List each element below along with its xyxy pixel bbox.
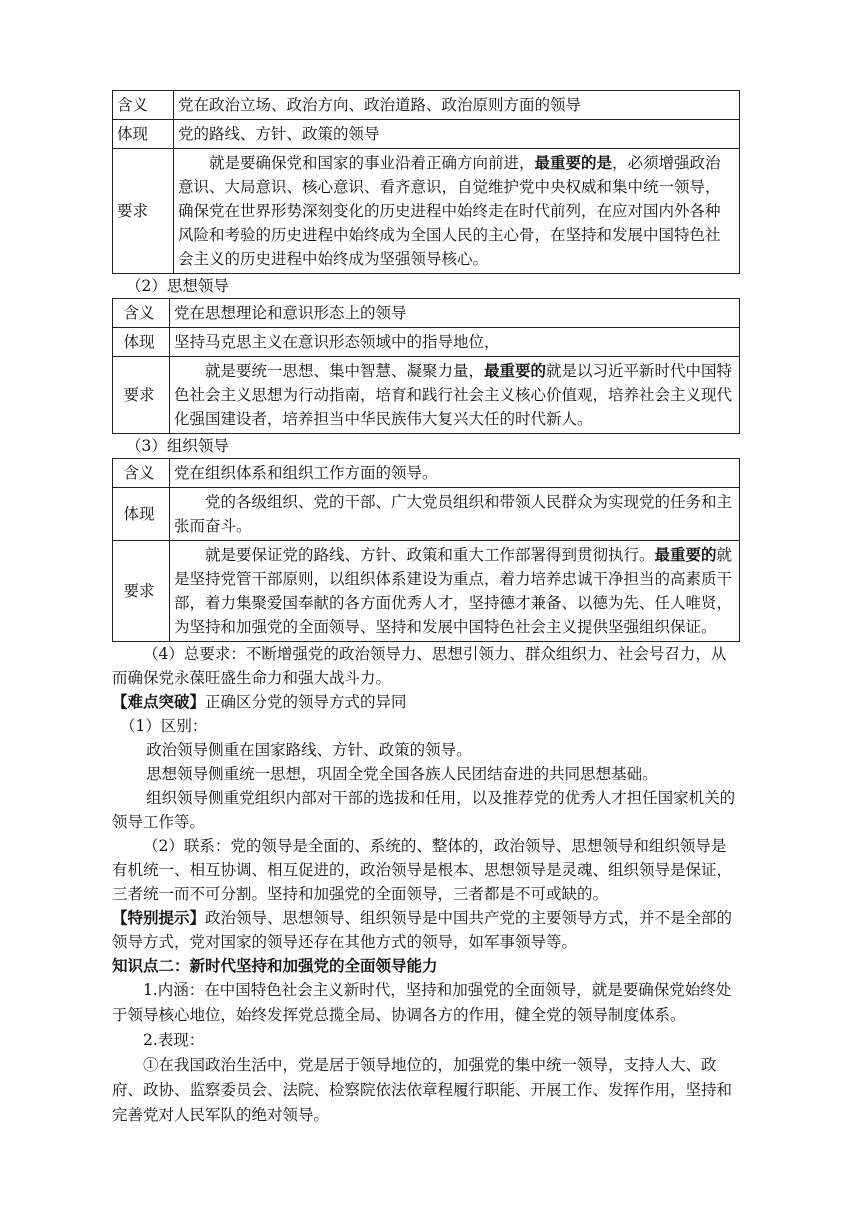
special-note: [112, 906, 740, 954]
row-text: 党的各级组织、党的干部、广大党员组织和带领人民群众为实现党的任务和主张而奋斗。: [170, 488, 740, 541]
row-label: 含义: [113, 459, 170, 488]
row-text: 党在思想理论和意识形态上的领导: [170, 299, 740, 328]
manifestation-paragraph: ①在我国政治生活中，党是居于领导地位的，加强党的集中统一领导，支持人大、政府、政协、监察委员会、法院、检察院依法依章程履行职能、开展工作、发挥作用，坚持和完善党对人民军队的绝对领导。: [112, 1056, 733, 1124]
row-label: 要求: [113, 149, 174, 274]
table-row: [113, 541, 740, 642]
bold-text: 最重要的: [654, 545, 717, 564]
row-label: 体现: [113, 120, 174, 149]
organizational-leadership-table: [112, 458, 740, 642]
note-heading: 【难点突破】: [112, 692, 206, 711]
row-text: 党在政治立场、政治方向、政治道路、政治原则方面的领导: [174, 91, 740, 120]
connection-paragraph: （2）联系：党的领导是全面的、系统的、整体的，政治领导、思想领导和组织领导是有机统一、相互协调、相互促进的，政治领导是根本、思想领导是灵魂、组织领导是保证，三者统一而不可分割。坚持和加强党的全面领导，三者都是不可或缺的。: [112, 837, 733, 903]
difficulty-note: [112, 690, 740, 714]
document-page: [112, 90, 740, 1128]
table-row: [113, 299, 740, 328]
knowledge-point-title: [112, 954, 740, 978]
row-label: 含义: [113, 91, 174, 120]
ideological-leadership-table: [112, 298, 740, 434]
row-label: 要求: [113, 357, 170, 434]
difference-line: 政治领导侧重在国家路线、方针、政策的领导。: [146, 741, 472, 759]
text-span: 就是以习近平新时代中国特色社会主义思想为行动指南，培育和践行社会主义核心价值观，培养社会主义现代化强国建设者，培养担当中华民族伟大复兴大任的时代新人。: [174, 362, 733, 428]
row-label: 要求: [113, 541, 170, 642]
row-text: 党在组织体系和组织工作方面的领导。: [170, 459, 740, 488]
text-span: 就是坚持党管干部原则，以组织体系建设为重点，着力培养忠诚干净担当的高素质干部，着力集聚爱国奉献的各方面优秀人才，坚持德才兼备、以德为先、任人唯贤，为坚持和加强党的全面领导、坚持和发展中国特色社会主义提供坚强组织保证。: [174, 546, 733, 636]
text-span: 就是要统一思想、集中智慧、凝聚力量，: [205, 362, 485, 380]
table-row: [113, 357, 740, 434]
row-label: 体现: [113, 328, 170, 357]
table-row: [113, 328, 740, 357]
connotation-paragraph: 1.内涵：在中国特色社会主义新时代，坚持和加强党的全面领导，就是要确保党始终处于领导核心地位，始终发挥党总揽全局、协调各方的作用，健全党的领导制度体系。: [112, 981, 732, 1024]
table-row: [113, 149, 740, 274]
difference-line: 组织领导侧重党组织内部对干部的选拔和任用，以及推荐党的优秀人才担任国家机关的领导工作等。: [112, 789, 736, 831]
note-text: 正确区分党的领导方式的异同: [205, 693, 407, 711]
difference-heading: （1）区别：: [120, 717, 208, 735]
text-span: 就是要保证党的路线、方针、政策和重大工作部署得到贯彻执行。: [205, 546, 655, 564]
row-text: 党的路线、方针、政策的领导: [174, 120, 740, 149]
note-text: 政治领导、思想领导、组织领导是中国共产党的主要领导方式，并不是全部的领导方式，党对国家的领导还存在其他方式的领导，如军事领导等。: [112, 909, 733, 951]
general-requirement-paragraph: （4）总要求：不断增强党的政治领导力、思想引领力、群众组织力、社会号召力，从而确保党永葆旺盛生命力和强大战斗力。: [112, 645, 727, 687]
political-leadership-table: [112, 90, 740, 274]
section-heading: （2）思想领导: [126, 277, 229, 295]
table-row: [113, 488, 740, 541]
row-text: 坚持马克思主义在意识形态领域中的指导地位，: [170, 328, 740, 357]
bold-text: 最重要的是: [534, 153, 613, 172]
row-text: [174, 149, 740, 274]
bold-title: 知识点二：新时代坚持和加强党的全面领导能力: [112, 956, 438, 975]
bold-text: 最重要的: [484, 361, 547, 380]
text-span: 就是要确保党和国家的事业沿着正确方向前进，: [209, 154, 535, 172]
row-label: 体现: [113, 488, 170, 541]
table-row: [113, 459, 740, 488]
note-heading: 【特别提示】: [112, 908, 206, 927]
difference-line: 思想领导侧重统一思想，巩固全党全国各族人民团结奋进的共同思想基础。: [146, 765, 658, 783]
text-span: ，必须增强政治意识、大局意识、核心意识、看齐意识，自觉维护党中央权威和集中统一领导，确保党在世界形势深刻变化的历史进程中始终走在时代前列，在应对国内外各种风险和考验的历史进程中始终成为全国人民的主心骨，在坚持和发展中国特色社会主义的历史进程中始终成为坚强领导核心。: [178, 154, 721, 268]
table-row: [113, 91, 740, 120]
section-heading: （3）组织领导: [126, 437, 229, 455]
row-text: [170, 357, 740, 434]
table-row: [113, 120, 740, 149]
manifestation-heading: 2.表现：: [143, 1031, 205, 1049]
row-text: [170, 541, 740, 642]
row-label: 含义: [113, 299, 170, 328]
